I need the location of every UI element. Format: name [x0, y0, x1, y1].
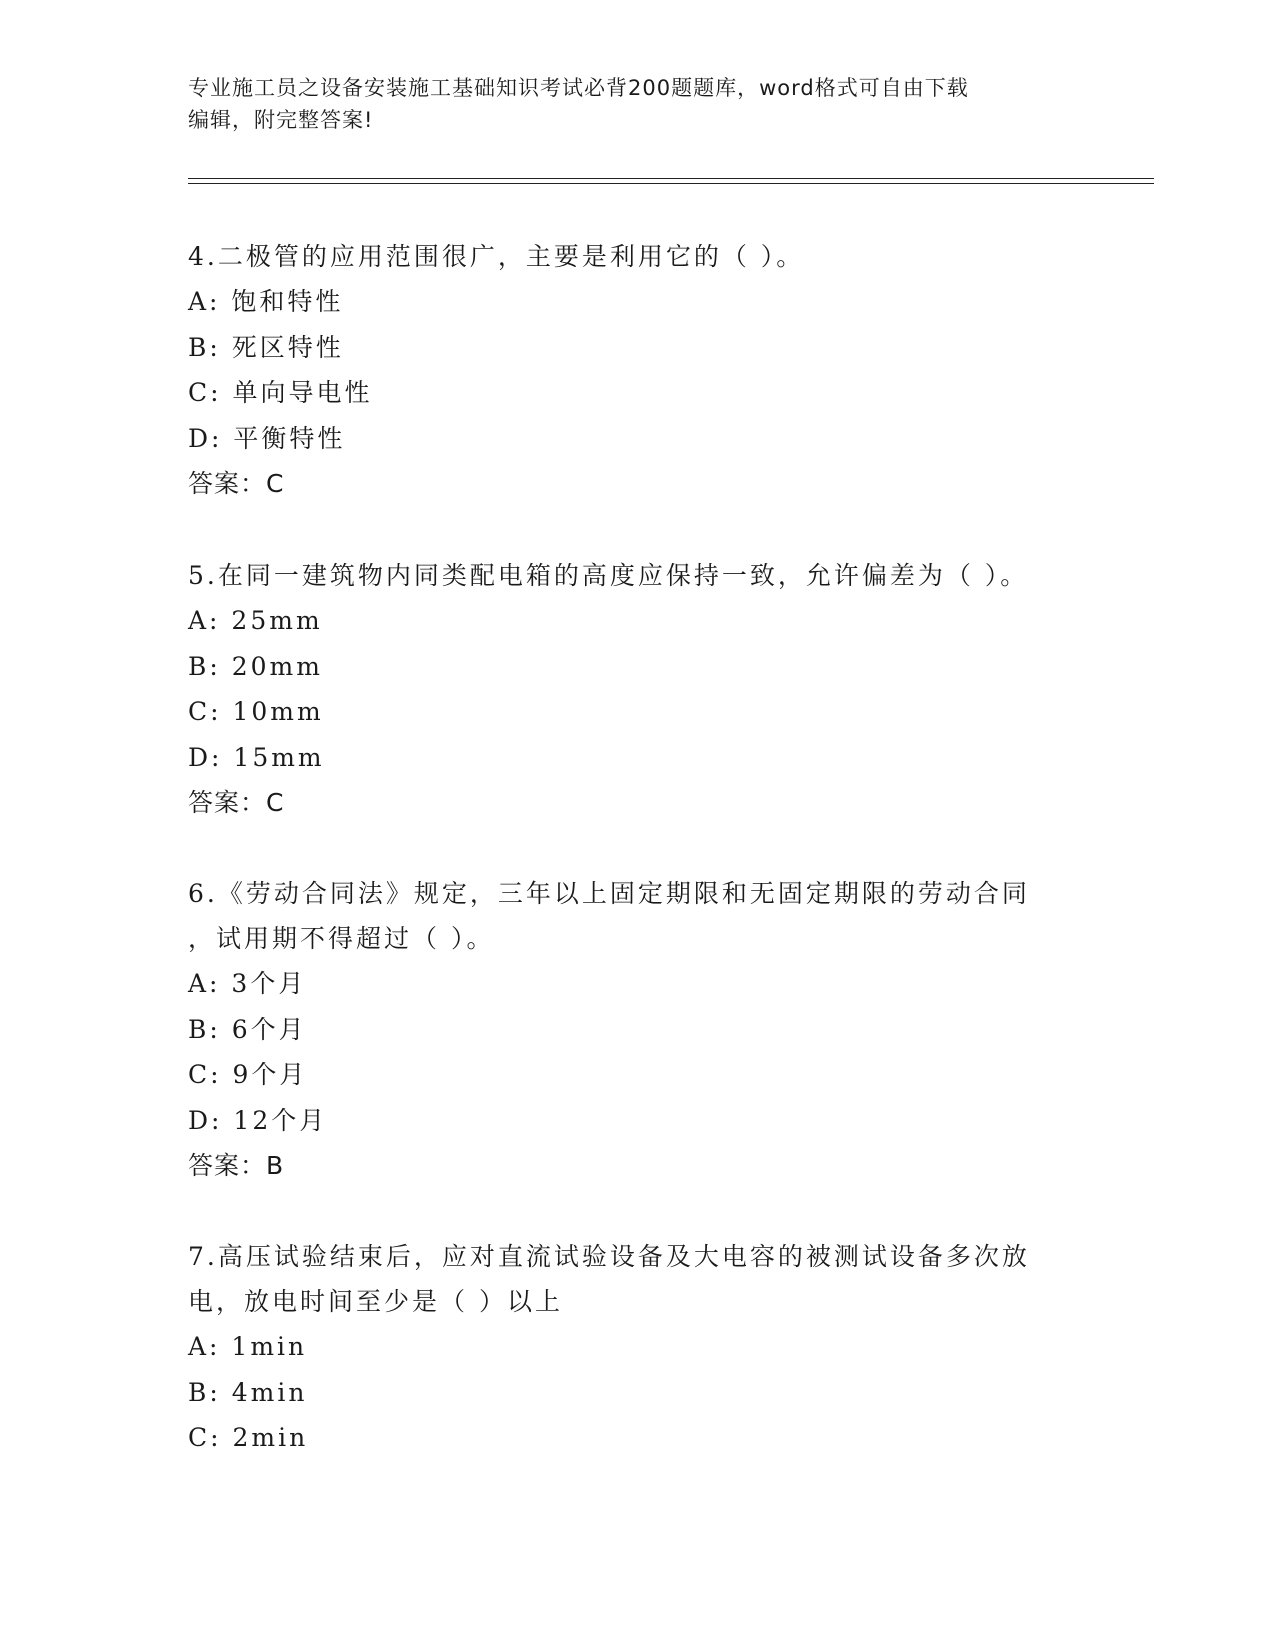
question-stem-line-2: 电，放电时间至少是（ ）以上	[188, 1287, 563, 1316]
document-header	[188, 72, 1088, 136]
option-a: A: 25mm	[188, 606, 323, 635]
option-a: A: 饱和特性	[188, 287, 344, 316]
question-6	[188, 871, 1068, 1188]
header-line-2: 编辑，附完整答案!	[188, 108, 374, 132]
question-stem: 4.二极管的应用范围很广，主要是利用它的（ ）。	[188, 242, 805, 271]
option-c: C: 单向导电性	[188, 378, 373, 407]
answer: 答案：C	[188, 788, 285, 817]
question-stem-line-1: 6.《劳动合同法》规定，三年以上固定期限和无固定期限的劳动合同	[188, 879, 1030, 908]
option-d: D: 12个月	[188, 1105, 328, 1135]
header-line-1: 专业施工员之设备安装施工基础知识考试必背200题题库，word格式可自由下载	[188, 76, 969, 100]
option-a: A: 3个月	[188, 969, 307, 998]
answer: 答案：B	[188, 1151, 285, 1180]
option-d: D: 15mm	[188, 742, 325, 772]
option-b: B: 死区特性	[188, 332, 344, 362]
question-5	[188, 553, 1068, 825]
answer: 答案：C	[188, 469, 285, 498]
option-b: B: 6个月	[188, 1014, 307, 1044]
question-7	[188, 1234, 1068, 1461]
option-c: C: 2min	[188, 1423, 309, 1452]
option-b: B: 4min	[188, 1377, 308, 1407]
option-c: C: 9个月	[188, 1060, 308, 1089]
header-divider-bottom	[188, 183, 1154, 184]
question-stem: 5.在同一建筑物内同类配电箱的高度应保持一致，允许偏差为（ ）。	[188, 561, 1029, 590]
option-b: B: 20mm	[188, 651, 323, 681]
question-stem-line-2: ，试用期不得超过（ ）。	[188, 924, 495, 953]
question-stem-line-1: 7.高压试验结束后，应对直流试验设备及大电容的被测试设备多次放	[188, 1242, 1030, 1271]
question-4	[188, 234, 1068, 506]
option-d: D: 平衡特性	[188, 423, 346, 453]
header-divider-top	[188, 178, 1154, 179]
option-c: C: 10mm	[188, 697, 324, 726]
option-a: A: 1min	[188, 1332, 308, 1361]
